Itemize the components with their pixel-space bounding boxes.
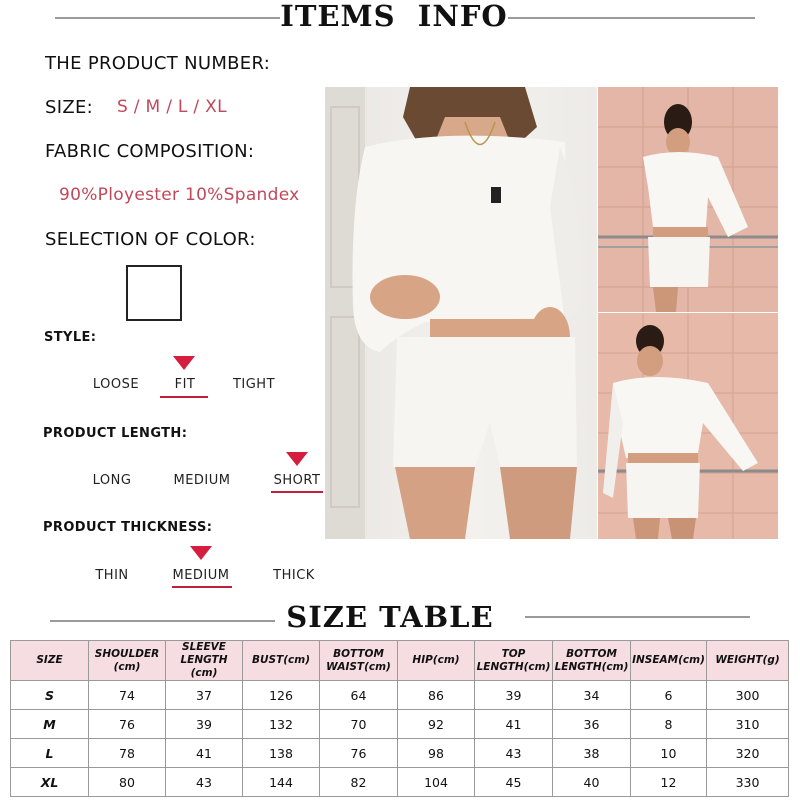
thickness-label: PRODUCT THICKNESS: — [43, 520, 213, 535]
cell-bottom-waist: 76 — [320, 739, 398, 768]
fabric-label: FABRIC COMPOSITION: — [45, 141, 255, 162]
model-side-illustration-top — [598, 87, 778, 312]
cell-hip: 86 — [398, 681, 475, 710]
header-bottom-waist: BOTTOM WAIST(cm) — [320, 641, 398, 681]
cell-bottom-length: 40 — [553, 768, 631, 797]
style-label: STYLE: — [44, 330, 97, 345]
cell-inseam: 6 — [631, 681, 707, 710]
cell-bottom-waist: 82 — [320, 768, 398, 797]
header-top-length: TOP LENGTH(cm) — [475, 641, 553, 681]
product-number-label: THE PRODUCT NUMBER: — [45, 53, 271, 74]
cell-shoulder: 76 — [89, 710, 166, 739]
cell-weight: 300 — [707, 681, 789, 710]
product-photo-side-top — [598, 87, 778, 312]
length-option-short[interactable]: SHORT — [273, 473, 321, 488]
length-option-medium[interactable]: MEDIUM — [173, 473, 231, 488]
table-row — [11, 710, 789, 739]
cell-size: S — [11, 681, 89, 710]
cell-bust: 126 — [243, 681, 320, 710]
cell-bust: 144 — [243, 768, 320, 797]
cell-top-length: 39 — [475, 681, 553, 710]
cell-bottom-waist: 70 — [320, 710, 398, 739]
thickness-option-thin[interactable]: THIN — [95, 568, 129, 583]
cell-sleeve-length: 39 — [166, 710, 243, 739]
cell-size: L — [11, 739, 89, 768]
items-info-title: ITEMS INFO — [280, 0, 508, 33]
cell-size: M — [11, 710, 89, 739]
size-table — [10, 640, 789, 797]
color-label: SELECTION OF COLOR: — [45, 229, 256, 250]
header-shoulder: SHOULDER (cm) — [89, 641, 166, 681]
length-label: PRODUCT LENGTH: — [43, 426, 188, 441]
header-bust: BUST(cm) — [243, 641, 320, 681]
header-weight: WEIGHT(g) — [707, 641, 789, 681]
cell-hip: 104 — [398, 768, 475, 797]
thickness-selected-marker-icon — [190, 546, 212, 560]
style-selected-underline — [160, 396, 208, 398]
cell-bust: 138 — [243, 739, 320, 768]
cell-shoulder: 78 — [89, 739, 166, 768]
table-row — [11, 681, 789, 710]
size-table-rule-left — [50, 620, 275, 622]
table-row — [11, 768, 789, 797]
cell-inseam: 12 — [631, 768, 707, 797]
cell-bottom-waist: 64 — [320, 681, 398, 710]
cell-hip: 98 — [398, 739, 475, 768]
size-label: SIZE: — [45, 97, 94, 118]
cell-inseam: 8 — [631, 710, 707, 739]
header-bottom-length: BOTTOM LENGTH(cm) — [553, 641, 631, 681]
cell-shoulder: 74 — [89, 681, 166, 710]
cell-sleeve-length: 37 — [166, 681, 243, 710]
header-size: SIZE — [11, 641, 89, 681]
table-row — [11, 739, 789, 768]
cell-weight: 310 — [707, 710, 789, 739]
cell-weight: 330 — [707, 768, 789, 797]
fabric-value: 90%Ployester 10%Spandex — [59, 185, 300, 205]
thickness-option-thick[interactable]: THICK — [273, 568, 315, 583]
length-selected-marker-icon — [286, 452, 308, 466]
size-table-title: SIZE TABLE — [286, 600, 494, 634]
cell-bottom-length: 34 — [553, 681, 631, 710]
cell-size: XL — [11, 768, 89, 797]
cell-inseam: 10 — [631, 739, 707, 768]
header-rule-right — [508, 17, 755, 19]
color-swatch-white[interactable] — [126, 265, 182, 321]
size-table-header-row — [11, 641, 789, 681]
style-option-fit[interactable]: FIT — [174, 377, 196, 392]
model-side-illustration-bottom — [598, 313, 778, 539]
length-option-long[interactable]: LONG — [92, 473, 132, 488]
header-sleeve-length: SLEEVE LENGTH (cm) — [166, 641, 243, 681]
cell-bottom-length: 36 — [553, 710, 631, 739]
header-inseam: INSEAM(cm) — [631, 641, 707, 681]
cell-bottom-length: 38 — [553, 739, 631, 768]
style-option-loose[interactable]: LOOSE — [92, 377, 140, 392]
cell-top-length: 41 — [475, 710, 553, 739]
header-rule-left — [55, 17, 280, 19]
model-front-illustration — [325, 87, 597, 539]
cell-top-length: 45 — [475, 768, 553, 797]
thickness-selected-underline — [172, 586, 232, 588]
product-photo-side-bottom — [598, 313, 778, 539]
length-selected-underline — [271, 491, 323, 493]
cell-sleeve-length: 41 — [166, 739, 243, 768]
size-value: S / M / L / XL — [117, 97, 227, 117]
style-option-tight[interactable]: TIGHT — [232, 377, 276, 392]
style-selected-marker-icon — [173, 356, 195, 370]
thickness-option-medium[interactable]: MEDIUM — [172, 568, 230, 583]
cell-sleeve-length: 43 — [166, 768, 243, 797]
size-table-rule-right — [525, 616, 750, 618]
cell-shoulder: 80 — [89, 768, 166, 797]
header-hip: HIP(cm) — [398, 641, 475, 681]
cell-weight: 320 — [707, 739, 789, 768]
cell-top-length: 43 — [475, 739, 553, 768]
cell-hip: 92 — [398, 710, 475, 739]
cell-bust: 132 — [243, 710, 320, 739]
product-photo-main — [325, 87, 597, 539]
